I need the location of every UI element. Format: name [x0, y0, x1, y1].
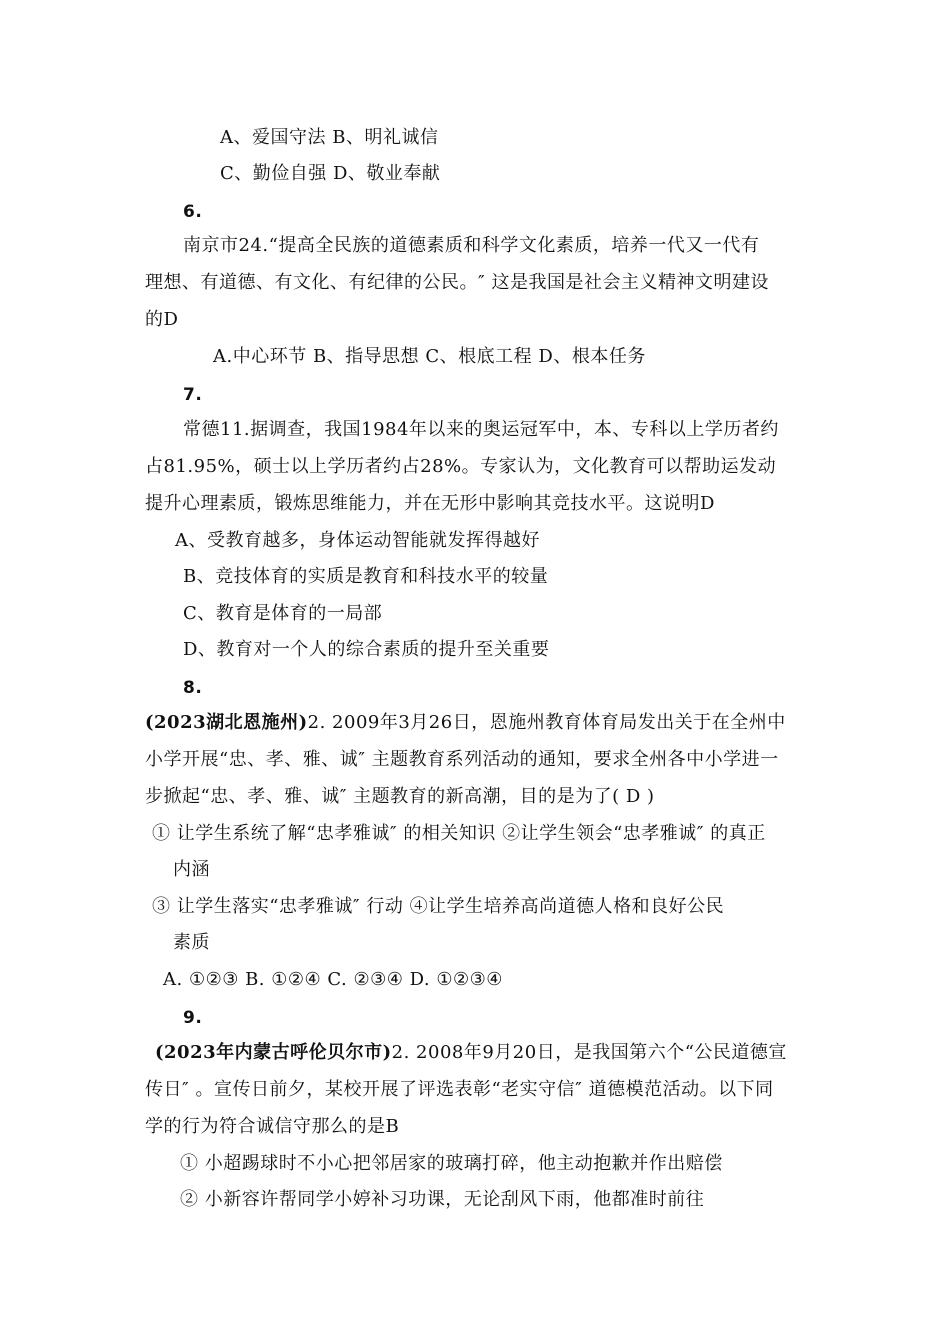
q7-stem-line-2: 占81.95%，硕士以上学历者约占28%。专家认为，文化教育可以帮助运发动: [145, 456, 777, 477]
q8-stem-line-1-text: 2. 2009年3月26日，恩施州教育体育局发出关于在全州中: [307, 712, 786, 733]
q9-stem-line-1-text: 2. 2008年9月20日，是我国第六个“公民道德宣: [391, 1042, 787, 1063]
question-number-7: 7.: [183, 385, 203, 405]
q9-item-1: ① 小超踢球时不小心把邻居家的玻璃打碎，他主动抱歉并作出赔偿: [180, 1153, 723, 1174]
q8-item-1-line-1: ① 让学生系统了解“忠孝雅诚″ 的相关知识 ②让学生领会“忠孝雅诚″ 的真正: [152, 823, 766, 844]
q9-stem-line-3: 学的行为符合诚信守那么的是B: [145, 1116, 400, 1137]
q8-item-1-line-2: 内涵: [173, 859, 210, 880]
q7-option-b: B、竞技体育的实质是教育和科技水平的较量: [183, 566, 549, 587]
q6-options: A.中心环节 B、指导思想 C、根底工程 D、根本任务: [213, 346, 646, 367]
q8-source: (2023湖北恩施州): [145, 712, 308, 733]
q7-option-d: D、教育对一个人的综合素质的提升至关重要: [183, 639, 550, 660]
q7-option-a: A、受教育越多，身体运动智能就发挥得越好: [175, 530, 540, 551]
q8-stem-line-3: 步掀起“忠、孝、雅、诚″ 主题教育的新高潮，目的是为了( D ): [145, 786, 655, 807]
question-number-9: 9.: [183, 1008, 203, 1028]
q5-options-line-2: C、勤俭自强 D、敬业奉献: [220, 163, 441, 184]
q8-stem-line-1: [145, 711, 786, 735]
q6-stem-line-1: 南京市24.“提高全民族的道德素质和科学文化素质，培养一代又一代有: [183, 235, 760, 256]
q8-stem-line-2: 小学开展“忠、孝、雅、诚″ 主题教育系列活动的通知，要求全州各中小学进一: [145, 749, 779, 770]
q8-item-3-line-2: 素质: [173, 932, 210, 953]
q9-source: (2023年内蒙古呼伦贝尔市): [155, 1042, 392, 1063]
q7-stem-line-1: 常德11.据调查，我国1984年以来的奥运冠军中，本、专科以上学历者约: [183, 419, 779, 440]
q7-option-c: C、教育是体育的一局部: [183, 603, 383, 624]
q8-options: A. ①②③ B. ①②④ C. ②③④ D. ①②③④: [163, 969, 503, 990]
q9-stem-line-1: [155, 1041, 787, 1065]
q9-stem-line-2: 传日″ 。宣传日前夕，某校开展了评选表彰“老实守信″ 道德模范活动。以下同: [145, 1079, 774, 1100]
q6-stem-line-3: 的D: [145, 309, 179, 330]
q8-item-3-line-1: ③ 让学生落实“忠孝雅诚″ 行动 ④让学生培养高尚道德人格和良好公民: [152, 896, 725, 917]
question-number-6: 6.: [183, 202, 203, 222]
q5-options-line-1: A、爱国守法 B、明礼诚信: [220, 127, 439, 148]
q7-stem-line-3: 提升心理素质，锻炼思维能力，并在无形中影响其竞技水平。这说明D: [145, 493, 715, 514]
q9-item-2: ② 小新容许帮同学小婷补习功课，无论刮风下雨，他都准时前往: [180, 1189, 705, 1210]
question-number-8: 8.: [183, 678, 203, 698]
q6-stem-line-2: 理想、有道德、有文化、有纪律的公民。″ 这是我国是社会主义精神文明建设: [145, 272, 769, 293]
